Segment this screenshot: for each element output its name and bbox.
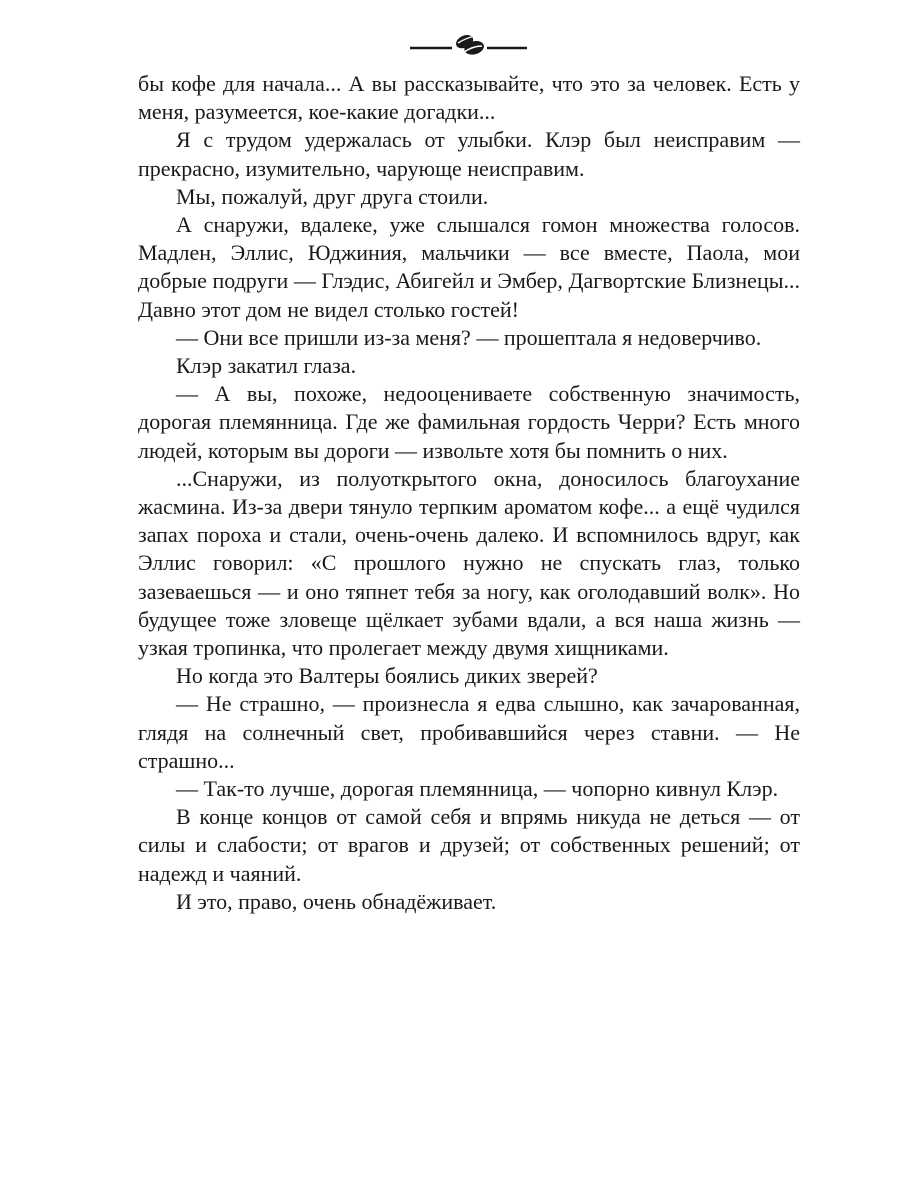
- paragraph: — Они все пришли из-за меня? — прошептала я недоверчиво.: [176, 324, 762, 350]
- paragraph: ...Снаружи, из полуоткрытого окна, доносилось благоухание жасмина. Из-за двери тянуло терпким ароматом кофе... а ещё чудился запах пороха и стали, очень-очень далеко. И вспомнилось вдруг, как Эллис говорил: «С прошлого нужно не спускать глаз, только зазеваешься — и оно тяпнет тебя за ногу, как оголодавший волк». Но будущее тоже зловеще щёлкает зубами вдали, а вся наша жизнь — узкая тропинка, что пролегает между двумя хищниками.: [138, 465, 800, 661]
- paragraph: И это, право, очень обнадёживает.: [176, 888, 497, 914]
- paragraph: А снаружи, вдалеке, уже слышался гомон множества голосов. Мадлен, Эллис, Юджиния, мальчики — все вместе, Паола, мои добрые подруги — Глэдис, Абигейл и Эмбер, Дагвортские Близнецы... Давно этот дом не видел столько гостей!: [138, 212, 800, 322]
- paragraph: Но когда это Валтеры боялись диких зверей?: [176, 663, 598, 689]
- header-ornament: [0, 26, 900, 62]
- paragraph: — Так-то лучше, дорогая племянница, — чопорно кивнул Клэр.: [176, 776, 779, 802]
- paragraph: — Не страшно, — произнесла я едва слышно, как зачарованная, глядя на солнечный свет, пробивавшийся через ставни. — Не страшно...: [138, 691, 800, 773]
- paragraph: Клэр закатил глаза.: [176, 353, 357, 379]
- paragraph: Я с трудом удержалась от улыбки. Клэр был неисправим — прекрасно, изумительно, чарующе неисправим.: [138, 127, 800, 181]
- paragraph: Мы, пожалуй, друг друга стоили.: [176, 183, 489, 209]
- coffee-bean-icon: [454, 32, 486, 56]
- paragraph: бы кофе для начала... А вы рассказывайте, что это за человек. Есть у меня, разумеется, кое-какие догадки...: [138, 71, 800, 125]
- paragraph: В конце концов от самой себя и впрямь никуда не деться — от силы и слабости; от врагов и друзей; от собственных решений; от надежд и чаяний.: [138, 804, 800, 886]
- paragraph: — А вы, похоже, недооцениваете собственную значимость, дорогая племянница. Где же фамильная гордость Черри? Есть много людей, которым вы дороги — извольте хотя бы помнить о них.: [138, 381, 800, 463]
- text-body: [138, 70, 800, 916]
